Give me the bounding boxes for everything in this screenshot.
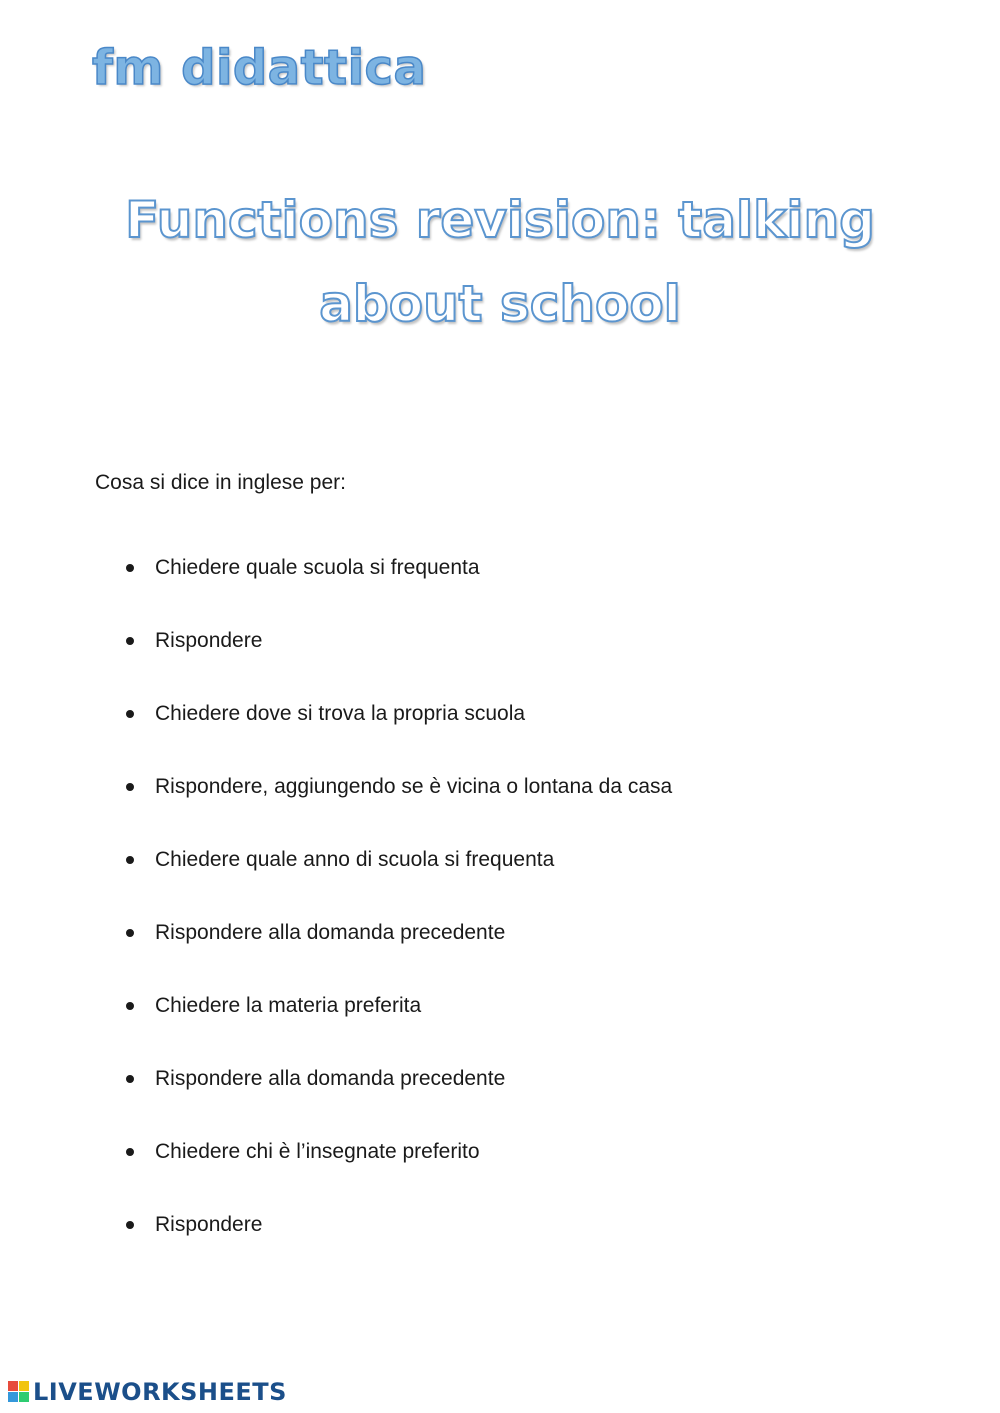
list-item-text: Rispondere, aggiungendo se è vicina o lontana da casa <box>155 775 673 798</box>
bullet-icon <box>126 1075 134 1083</box>
bullet-icon <box>126 1221 134 1229</box>
title-line-2: about school <box>319 275 681 333</box>
list-item-text: Chiedere quale anno di scuola si frequenta <box>155 848 555 871</box>
list-item-text: Rispondere alla domanda precedente <box>155 921 506 944</box>
bullet-icon <box>126 637 134 645</box>
bullet-icon <box>126 564 134 572</box>
bullet-icon <box>126 710 134 718</box>
list-item-text: Rispondere <box>155 629 263 652</box>
list-item-text: Chiedere la materia preferita <box>155 994 422 1017</box>
list-item-text: Rispondere alla domanda precedente <box>155 1067 506 1090</box>
liveworksheets-logo-icon <box>8 1381 30 1403</box>
list-item-text: Rispondere <box>155 1213 263 1236</box>
brand-logo-text: fm didattica <box>92 40 427 96</box>
list-item-text: Chiedere dove si trova la propria scuola <box>155 702 526 725</box>
title-line-1: Functions revision: talking <box>125 191 875 249</box>
footer-logo-text: LIVEWORKSHEETS <box>33 1378 287 1406</box>
worksheet-title <box>100 178 900 346</box>
bullet-icon <box>126 856 134 864</box>
liveworksheets-footer[interactable] <box>8 1380 287 1404</box>
bullet-icon <box>126 1148 134 1156</box>
list-item-text: Chiedere quale scuola si frequenta <box>155 556 480 579</box>
bullet-icon <box>126 929 134 937</box>
bullet-icon <box>126 1002 134 1010</box>
list-item-text: Chiedere chi è l’insegnate preferito <box>155 1140 480 1163</box>
intro-text: Cosa si dice in inglese per: <box>95 471 346 494</box>
bullet-icon <box>126 783 134 791</box>
